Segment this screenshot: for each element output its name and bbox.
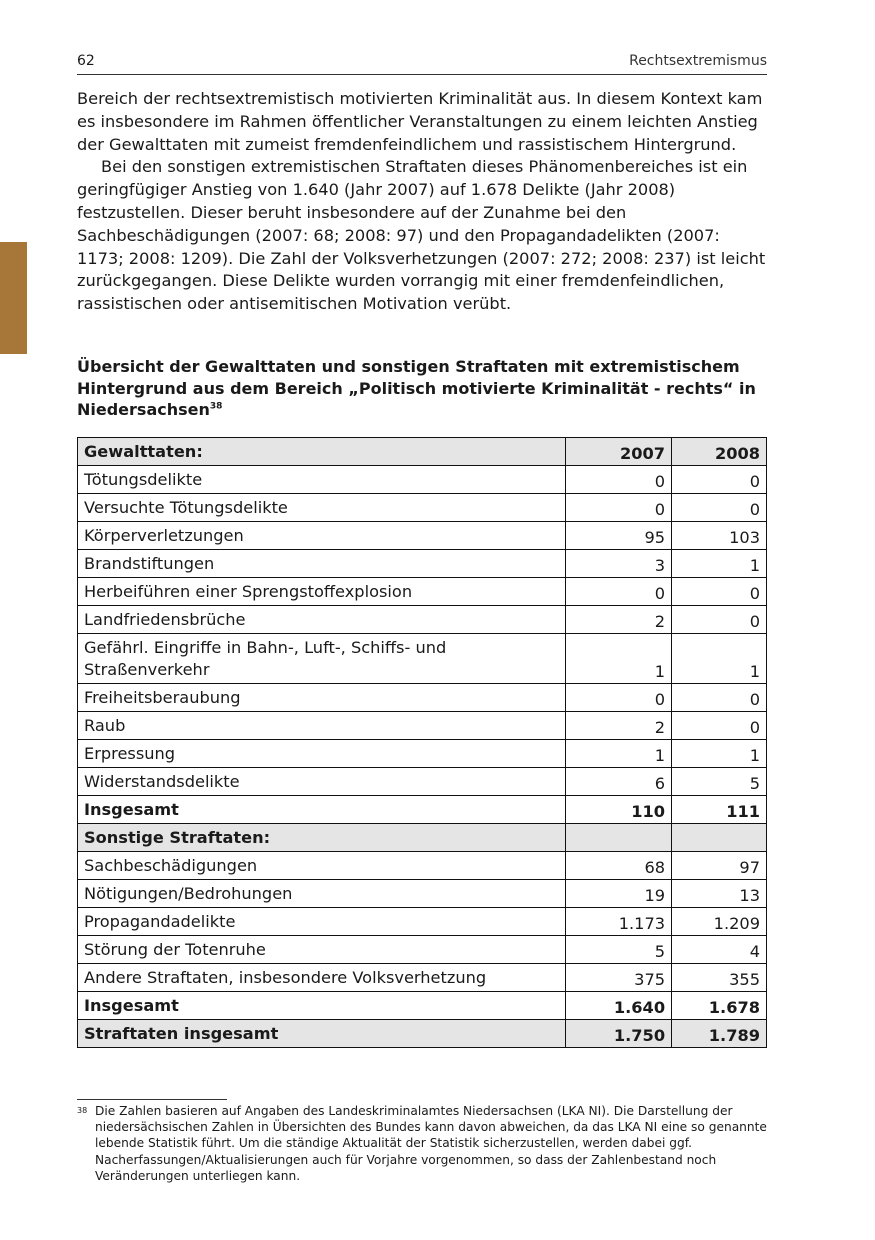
row-label: Störung der Totenruhe xyxy=(78,936,566,964)
table-row xyxy=(78,936,767,964)
value-2008: 1.209 xyxy=(672,908,767,936)
value-2008: 13 xyxy=(672,880,767,908)
row-label: Freiheitsberaubung xyxy=(78,684,566,712)
value-2008: 5 xyxy=(672,768,767,796)
page-number: 62 xyxy=(77,53,95,69)
paragraph-1: Bereich der rechtsextremistisch motivierten Kriminalität aus. In diesem Kontext kam es insbesondere im Rahmen öffentlicher Veranstaltungen zu einem leichten Anstieg der Gewalttaten mit zumeist fremdenfeindlichem und rassistischem Hintergrund. xyxy=(77,89,763,154)
table-row xyxy=(78,712,767,740)
value-2007: 5 xyxy=(566,936,672,964)
table-title xyxy=(77,356,767,421)
table-row xyxy=(78,466,767,494)
table-header-row xyxy=(78,438,767,466)
value-2007: 95 xyxy=(566,522,672,550)
header-label: Gewalttaten: xyxy=(78,438,566,466)
value-2007: 1 xyxy=(566,634,672,684)
value-2007: 0 xyxy=(566,684,672,712)
value-2007: 68 xyxy=(566,852,672,880)
row-label: Tötungsdelikte xyxy=(78,466,566,494)
chapter-tab-marker xyxy=(0,242,27,354)
table-title-text: Übersicht der Gewalttaten und sonstigen Straftaten mit extremistischem Hintergrund aus dem Bereich „Politisch motivierte Kriminalität - rechts“ in Niedersachsen xyxy=(77,357,756,419)
value-2007: 110 xyxy=(566,796,672,824)
value-2007: 375 xyxy=(566,964,672,992)
header-year-2007: 2007 xyxy=(566,438,672,466)
value-2007 xyxy=(566,824,672,852)
row-label: Propagandadelikte xyxy=(78,908,566,936)
table-row xyxy=(78,550,767,578)
page-header xyxy=(77,52,767,75)
row-label: Gefährl. Eingriffe in Bahn-, Luft-, Schiffs- und Straßenverkehr xyxy=(78,634,566,684)
value-2007: 3 xyxy=(566,550,672,578)
row-label: Erpressung xyxy=(78,740,566,768)
value-2008: 1.678 xyxy=(672,992,767,1020)
running-title: Rechtsextremismus xyxy=(629,53,767,69)
table-row xyxy=(78,684,767,712)
table-row xyxy=(78,880,767,908)
value-2008: 0 xyxy=(672,684,767,712)
crime-statistics-table xyxy=(77,437,767,1048)
value-2008: 103 xyxy=(672,522,767,550)
footnote-number: 38 xyxy=(77,1106,88,1115)
row-label: Insgesamt xyxy=(78,992,566,1020)
value-2008: 111 xyxy=(672,796,767,824)
row-label: Herbeiführen einer Sprengstoffexplosion xyxy=(78,578,566,606)
value-2008: 0 xyxy=(672,466,767,494)
footnote-divider xyxy=(77,1099,227,1100)
footnote-reference[interactable]: 38 xyxy=(209,401,223,412)
value-2008: 355 xyxy=(672,964,767,992)
value-2007: 1 xyxy=(566,740,672,768)
row-label: Andere Straftaten, insbesondere Volksverhetzung xyxy=(78,964,566,992)
value-2008: 97 xyxy=(672,852,767,880)
subtotal-violent-row xyxy=(78,796,767,824)
footnote-text: Die Zahlen basieren auf Angaben des Landeskriminalamtes Niedersachsen (LKA NI). Die Darstellung der niedersächsischen Zahlen in Übersichten des Bundes kann davon abweichen, da das LKA NI eine so genannte lebende Statistik führt. Um die ständige Aktualität der Statistik sicherzustellen, werden dabei ggf. Nacherfassungen/Aktualisierungen auch für Vorjahre vorgenommen, so dass der Zahlenbestand noch Veränderungen unterliegen kann. xyxy=(95,1104,767,1183)
value-2008: 1 xyxy=(672,740,767,768)
row-label: Versuchte Tötungsdelikte xyxy=(78,494,566,522)
row-label: Körperverletzungen xyxy=(78,522,566,550)
header-year-2008: 2008 xyxy=(672,438,767,466)
row-label: Raub xyxy=(78,712,566,740)
body-text xyxy=(77,88,767,316)
row-label: Widerstandsdelikte xyxy=(78,768,566,796)
table-row xyxy=(78,494,767,522)
value-2007: 1.750 xyxy=(566,1020,672,1048)
table-row xyxy=(78,634,767,684)
value-2007: 0 xyxy=(566,466,672,494)
table-row xyxy=(78,578,767,606)
table-row xyxy=(78,852,767,880)
value-2008: 0 xyxy=(672,606,767,634)
value-2008: 0 xyxy=(672,712,767,740)
value-2007: 1.640 xyxy=(566,992,672,1020)
value-2007: 2 xyxy=(566,606,672,634)
value-2007: 6 xyxy=(566,768,672,796)
table-row xyxy=(78,908,767,936)
table-row xyxy=(78,606,767,634)
grand-total-row xyxy=(78,1020,767,1048)
table-row xyxy=(78,740,767,768)
row-label: Nötigungen/Bedrohungen xyxy=(78,880,566,908)
value-2008: 1 xyxy=(672,634,767,684)
row-label: Brandstiftungen xyxy=(78,550,566,578)
row-label: Sonstige Straftaten: xyxy=(78,824,566,852)
value-2007: 1.173 xyxy=(566,908,672,936)
row-label: Insgesamt xyxy=(78,796,566,824)
value-2008: 4 xyxy=(672,936,767,964)
value-2008: 0 xyxy=(672,578,767,606)
table-row xyxy=(78,522,767,550)
value-2008: 0 xyxy=(672,494,767,522)
value-2008: 1 xyxy=(672,550,767,578)
value-2007: 19 xyxy=(566,880,672,908)
value-2008 xyxy=(672,824,767,852)
value-2008: 1.789 xyxy=(672,1020,767,1048)
section-header-other xyxy=(78,824,767,852)
subtotal-other-row xyxy=(78,992,767,1020)
paragraph-2: Bei den sonstigen extremistischen Straftaten dieses Phänomenbereiches ist ein geringfügiger Anstieg von 1.640 (Jahr 2007) auf 1.678 Delikte (Jahr 2008) festzustellen. Dieser beruht insbesondere auf der Zunahme bei den Sachbeschädigungen (2007: 68; 2008: 97) und den Propagandadelikten (2007: 1173; 2008: 1209). Die Zahl der Volksverhetzungen (2007: 272; 2008: 237) ist leicht zurückgegangen. Diese Delikte wurden vorrangig mit einer fremdenfeindlichen, rassistischen oder antisemitischen Motivation verübt. xyxy=(77,157,766,314)
value-2007: 2 xyxy=(566,712,672,740)
table-row xyxy=(78,768,767,796)
row-label: Sachbeschädigungen xyxy=(78,852,566,880)
value-2007: 0 xyxy=(566,578,672,606)
footnote xyxy=(77,1103,767,1184)
value-2007: 0 xyxy=(566,494,672,522)
row-label: Landfriedensbrüche xyxy=(78,606,566,634)
row-label: Straftaten insgesamt xyxy=(78,1020,566,1048)
table-row xyxy=(78,964,767,992)
